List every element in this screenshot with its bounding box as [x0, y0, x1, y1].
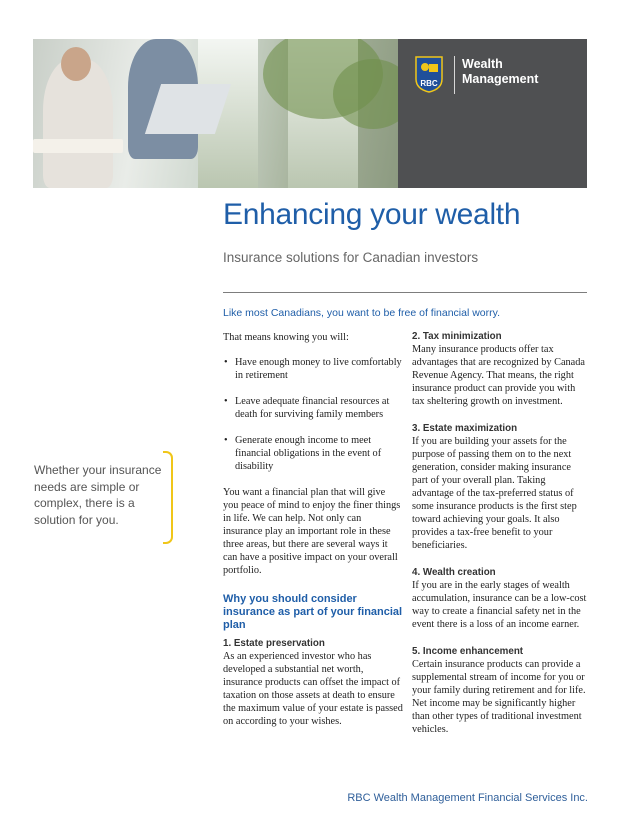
list-item: • Have enough money to live comfortably in retirement — [223, 356, 403, 382]
list-item: • Generate enough income to meet financial obligations in the event of disability — [223, 434, 403, 473]
page-subtitle: Insurance solutions for Canadian investors — [223, 250, 479, 265]
brand-line-1: Wealth — [462, 57, 503, 71]
lead-text: That means knowing you will: — [223, 332, 349, 343]
page-title: Enhancing your wealth — [223, 198, 521, 231]
pull-quote-bracket — [163, 451, 173, 544]
section-body-tax-minimization: Many insurance products offer tax advantages that are recognized by Canada Revenue Agency. That means, the right insurance product can provide you with tax sheltering growth on investment. — [412, 344, 585, 407]
section-title-tax-minimization: 2. Tax minimization — [412, 331, 502, 342]
intro-text: Like most Canadians, you want to be free of financial worry. — [223, 307, 501, 319]
logo-text: RBC — [420, 79, 438, 88]
brand-panel — [398, 39, 587, 188]
column-right — [412, 331, 588, 736]
rbc-logo — [414, 55, 444, 93]
section-title-estate-maximization: 3. Estate maximization — [412, 423, 518, 434]
section-body-wealth-creation: If you are in the early stages of wealth accumulation, insurance can be a low-cost way to create a financial safety net in the event there is a loss of an income earner. — [412, 580, 587, 630]
section-heading-why: Why you should consider insurance as part of your financial plan — [223, 593, 403, 631]
brand-name — [462, 57, 538, 87]
body-paragraph: You want a financial plan that will give you peace of mind to enjoy the finer things in life. We can help. Not only can insurance play an important role in these three areas, but there are several ways it can have a positive impact on your overall portfolio. — [223, 487, 401, 576]
divider — [223, 292, 587, 293]
brand-divider — [454, 56, 455, 94]
section-title-wealth-creation: 4. Wealth creation — [412, 567, 496, 578]
goals-list — [223, 356, 403, 473]
section-body-income-enhancement: Certain insurance products can provide a supplemental stream of income for you or your family during retirement and for life. Net income may be significantly higher than other types of traditional investment vehicles. — [412, 659, 586, 735]
footer-company-name: RBC Wealth Management Financial Services Inc. — [347, 792, 588, 804]
hero-banner — [33, 39, 587, 188]
column-left — [223, 331, 403, 728]
pull-quote: Whether your insurance needs are simple or complex, there is a solution for you. — [34, 463, 162, 527]
hero-photo — [33, 39, 398, 188]
section-title-income-enhancement: 5. Income enhancement — [412, 646, 524, 657]
section-title-estate-preservation: 1. Estate preservation — [223, 638, 325, 649]
list-item: • Leave adequate financial resources at death for surviving family members — [223, 395, 403, 421]
brand-line-2: Management — [462, 72, 539, 86]
section-body-estate-preservation: As an experienced investor who has developed a substantial net worth, insurance products can offset the impact of taxation on those assets at death to ensure the maximum value of your estate is passed on according to your wishes. — [223, 651, 403, 727]
section-body-estate-maximization: If you are building your assets for the purpose of passing them on to the next generation, consider making insurance part of your overall plan. Taking advantage of the tax-preferred status of some insurance products is the first step toward achieving your goals. It also provides a tax-free benefit to your beneficiaries. — [412, 436, 577, 551]
